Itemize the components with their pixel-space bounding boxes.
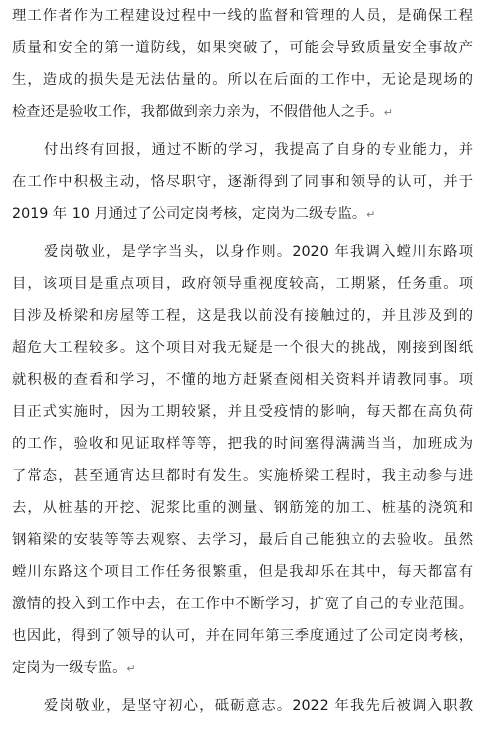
paragraph-mark-icon: ↵ [366,208,376,221]
text-line-last [12,198,473,230]
text-line: 目涉及桥梁和房屋等工程，这是我以前没有接触过的，并且涉及到的 [12,308,473,324]
text-line: 付出终有回报，通过不断的学习，我提高了自身的专业能力，并 [44,142,473,158]
text-line: 的工作，验收和见证取样等等，把我的时间塞得满满当当，加班成为 [12,436,473,452]
text-line: 爱岗敬业，是坚守初心，砥砺意志。2022 年我先后被调入职教 [44,698,473,714]
text-line-content: 定岗为一级专监。 [12,660,127,676]
paragraph-mark-icon: ↵ [126,662,136,675]
text-line: 目，该项目是重点项目，政府领导重视度较高，工期紧，任务重。项 [12,276,473,292]
text-line-last [12,96,473,128]
text-line-content: 检查还是验收工作，我都做到亲力亲为，不假借他人之手。 [12,104,384,120]
text-line: 生，造成的损失是无法估量的。所以在后面的工作中，无论是现场的 [12,72,473,88]
text-line: 也因此，得到了领导的认可，并在同年第三季度通过了公司定岗考核， [12,628,473,644]
text-line: 激情的投入到工作中去，在工作中不断学习，扩宽了自己的专业范围。 [12,596,473,612]
text-line: 螳川东路这个项目工作任务很繁重，但是我却乐在其中，每天都富有 [12,564,473,580]
text-line: 钢箱梁的安装等等去观察、去学习，最后自己能独立的去验收。虽然 [12,532,473,548]
text-line: 超危大工程较多。这个项目对我无疑是一个很大的挑战，刚接到图纸 [12,340,473,356]
text-line: 了常态，甚至通宵达旦都时有发生。实施桥梁工程时，我主动参与进 [12,468,473,484]
text-line: 在工作中积极主动，恪尽职守，逐渐得到了同事和领导的认可，并于 [12,174,473,190]
paragraph-mark-icon: ↵ [383,106,393,119]
text-line-content: 2019 年 10 月通过了公司定岗考核，定岗为二级专监。 [12,206,367,222]
text-line: 目正式实施时，因为工期较紧，并且受疫情的影响，每天都在高负荷 [12,404,473,420]
text-line-last [12,652,473,684]
text-line: 就积极的查看和学习，不懂的地方赶紧查阅相关资料并请教同事。项 [12,372,473,388]
text-line: 质量和安全的第一道防线，如果突破了，可能会导致质量安全事故产 [12,40,473,56]
text-line: 去，从桩基的开挖、泥浆比重的测量、钢筋笼的加工、桩基的浇筑和 [12,500,473,516]
text-line: 爱岗敬业，是学字当头，以身作则。2020 年我调入螳川东路项 [44,244,473,260]
text-line: 理工作者作为工程建设过程中一线的监督和管理的人员，是确保工程 [12,8,473,24]
